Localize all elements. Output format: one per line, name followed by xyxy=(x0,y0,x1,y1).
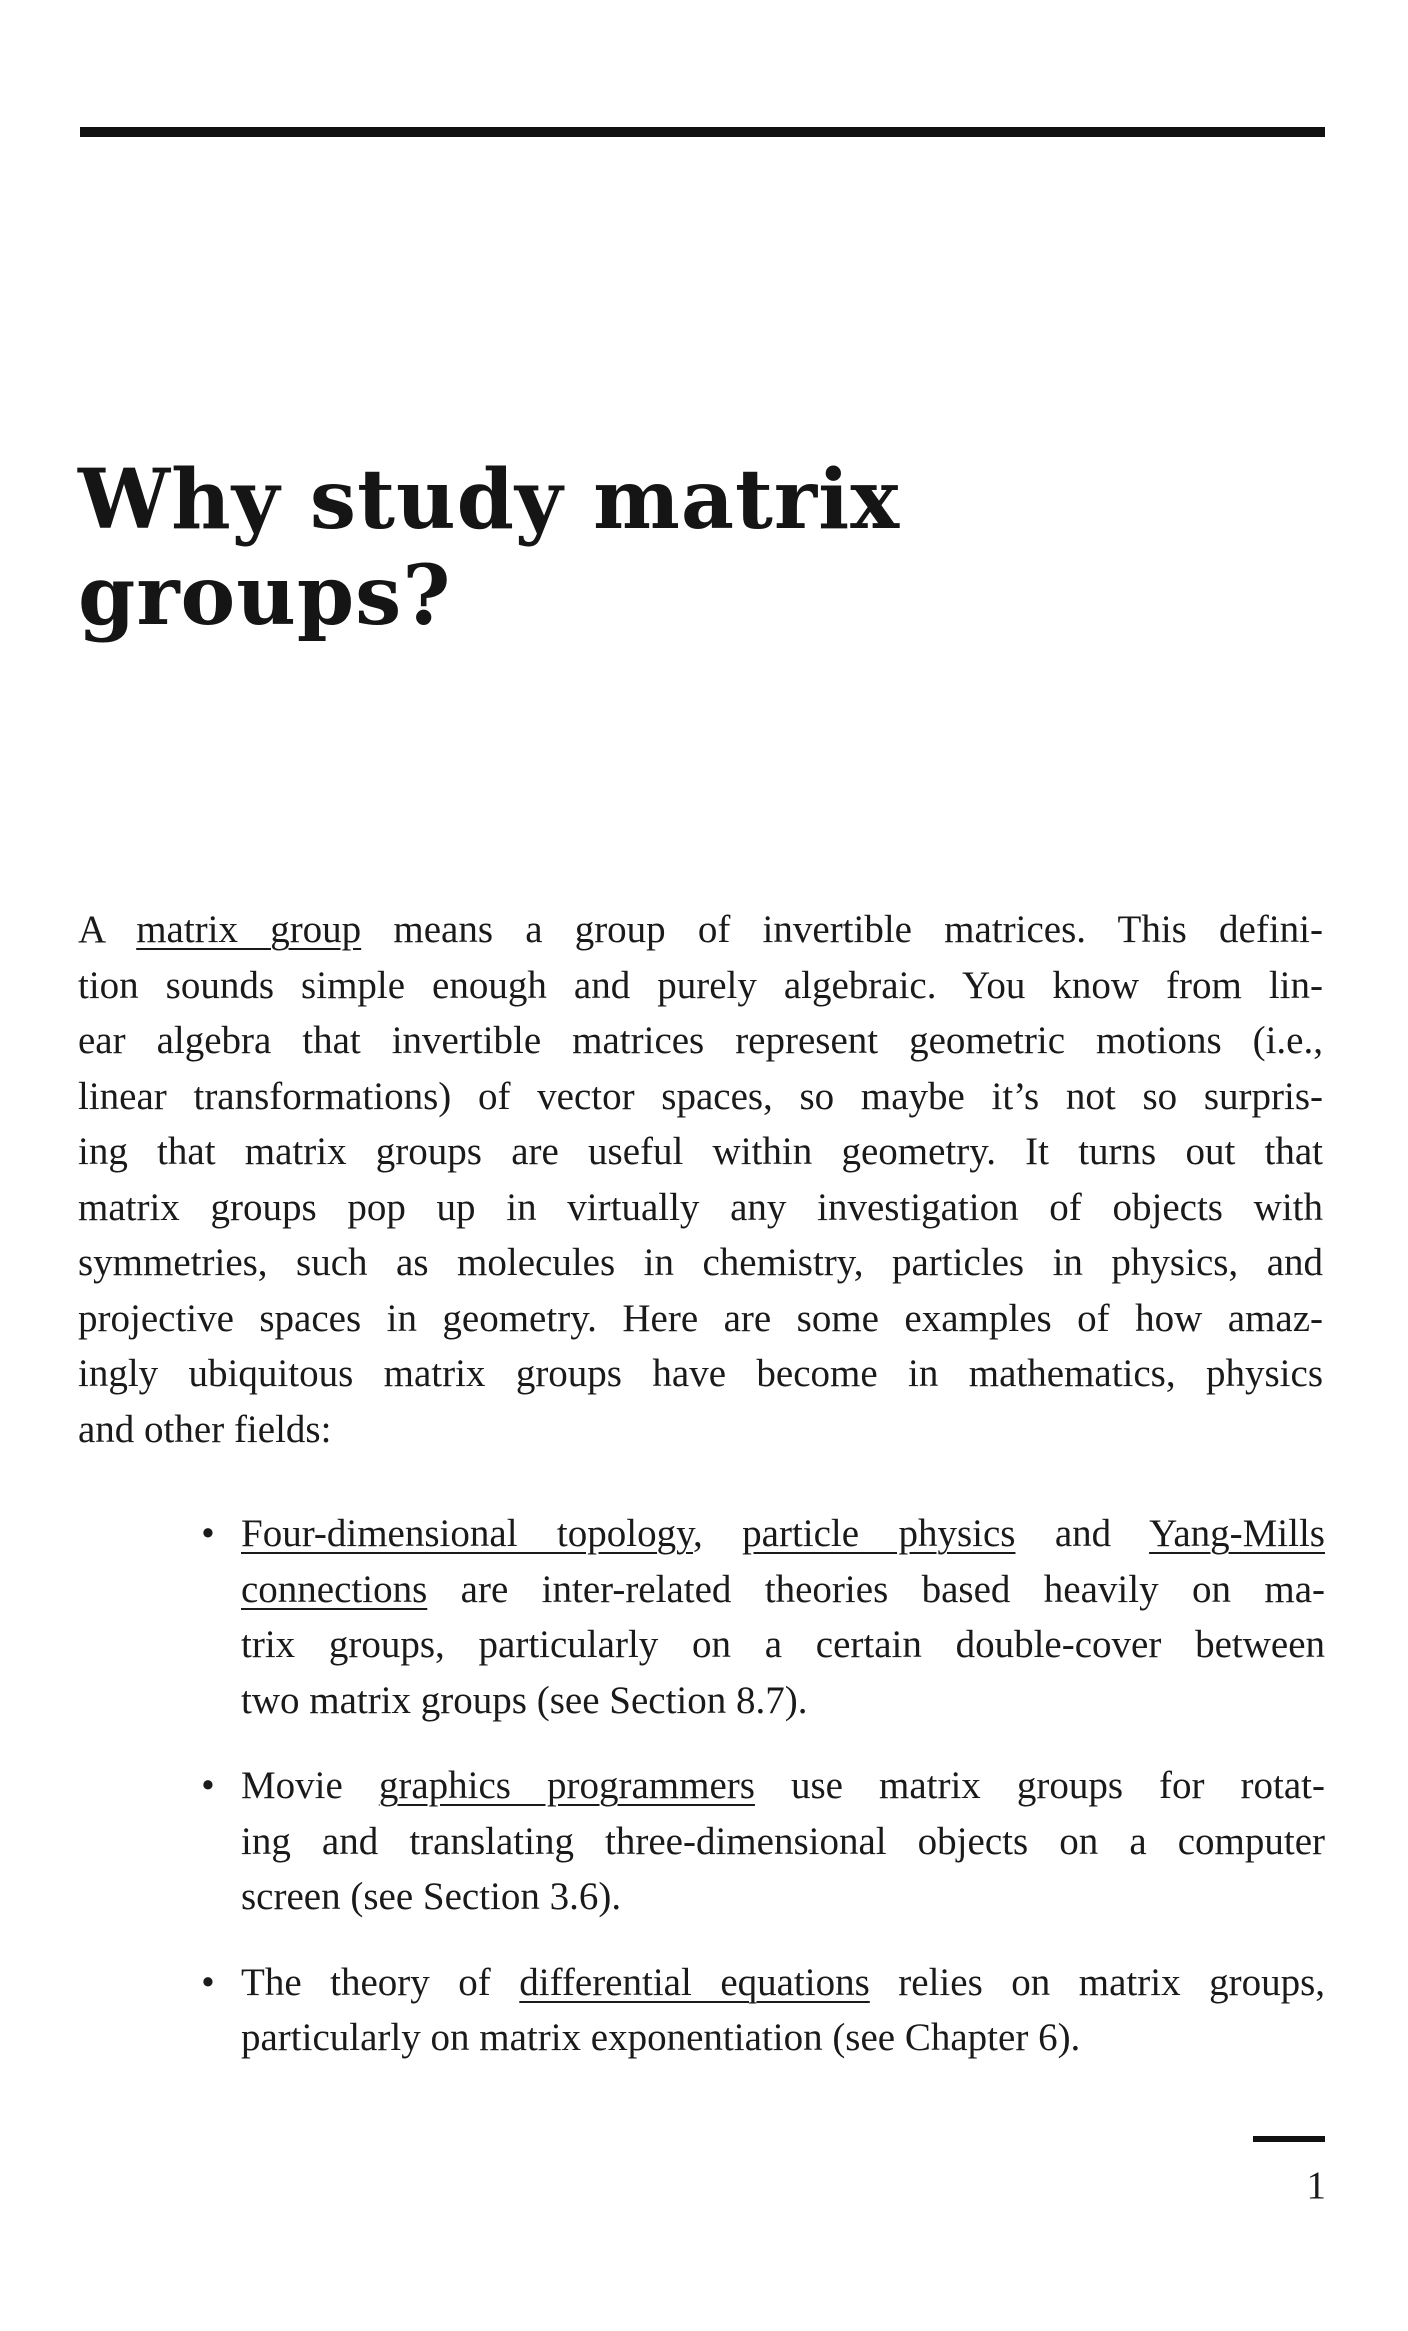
bullet-dot: • xyxy=(201,1764,215,1807)
list-line: ing and translating three-dimensional objects on a computer xyxy=(241,1819,1325,1863)
intro-line: tion sounds simple enough and purely algebraic. You know from lin- xyxy=(78,963,1323,1007)
list-line xyxy=(241,1562,1325,1618)
intro-line: matrix groups pop up in virtually any investigation of objects with xyxy=(78,1185,1323,1229)
examples-list xyxy=(198,1506,1325,2096)
bottom-rule xyxy=(1253,2136,1325,2142)
term-connections: connections xyxy=(241,1567,428,1611)
term-differential-equations: differential equations xyxy=(519,1960,870,2004)
intro-line: ing that matrix groups are useful within geometry. It turns out that xyxy=(78,1130,1323,1173)
intro-line: linear transformations) of vector spaces, so maybe it’s not so surpris- xyxy=(78,1074,1323,1118)
intro-paragraph xyxy=(78,902,1323,1457)
list-line: two matrix groups (see Section 8.7). xyxy=(241,1678,808,1722)
list-item xyxy=(198,1506,1325,1728)
intro-line: ear algebra that invertible matrices represent geometric motions (i.e., xyxy=(78,1019,1323,1062)
list-text: relies on matrix groups, xyxy=(869,1960,1325,2004)
bullet-dot: • xyxy=(201,1512,215,1555)
list-line: particularly on matrix exponentiation (see Chapter 6). xyxy=(241,2016,1081,2059)
chapter-title-line-2: groups? xyxy=(78,548,452,644)
chapter-title xyxy=(78,452,1078,644)
list-item xyxy=(198,1955,1325,2066)
list-line xyxy=(241,1506,1325,1562)
term-yang-mills: Yang-Mills xyxy=(1149,1512,1325,1555)
list-text: The theory of xyxy=(241,1960,520,2004)
bullet-dot: • xyxy=(201,1960,215,2004)
list-text: and xyxy=(1015,1512,1150,1555)
list-text: are inter-related theories based heavily on ma- xyxy=(427,1567,1325,1611)
list-line: screen (see Section 3.6). xyxy=(241,1875,622,1918)
term-graphics-programmers: graphics programmers xyxy=(378,1764,755,1807)
intro-text: means a group of invertible matrices. This defini- xyxy=(361,908,1323,951)
term-four-dimensional-topology: Four-dimensional topology xyxy=(241,1512,694,1555)
list-text: , xyxy=(693,1512,743,1555)
list-text: use matrix groups for rotat- xyxy=(754,1764,1325,1807)
list-text: Movie xyxy=(241,1764,379,1807)
intro-line: symmetries, such as molecules in chemistry, particles in physics, and xyxy=(78,1241,1323,1284)
intro-line: projective spaces in geometry. Here are some examples of how amaz- xyxy=(78,1296,1323,1340)
top-rule xyxy=(80,127,1325,137)
intro-text: A xyxy=(78,908,137,951)
list-line xyxy=(241,1758,1325,1814)
list-line xyxy=(241,1955,1325,2011)
intro-line: ingly ubiquitous matrix groups have become in mathematics, physics xyxy=(78,1352,1323,1395)
term-particle-physics: particle physics xyxy=(742,1512,1016,1555)
intro-line xyxy=(78,902,1323,958)
page-number: 1 xyxy=(1306,2164,1326,2207)
intro-line: and other fields: xyxy=(78,1407,332,1451)
term-matrix-group: matrix group xyxy=(136,908,362,951)
list-line: trix groups, particularly on a certain double-cover between xyxy=(241,1623,1325,1666)
chapter-title-line-1: Why study matrix xyxy=(78,452,901,548)
list-item xyxy=(198,1758,1325,1925)
